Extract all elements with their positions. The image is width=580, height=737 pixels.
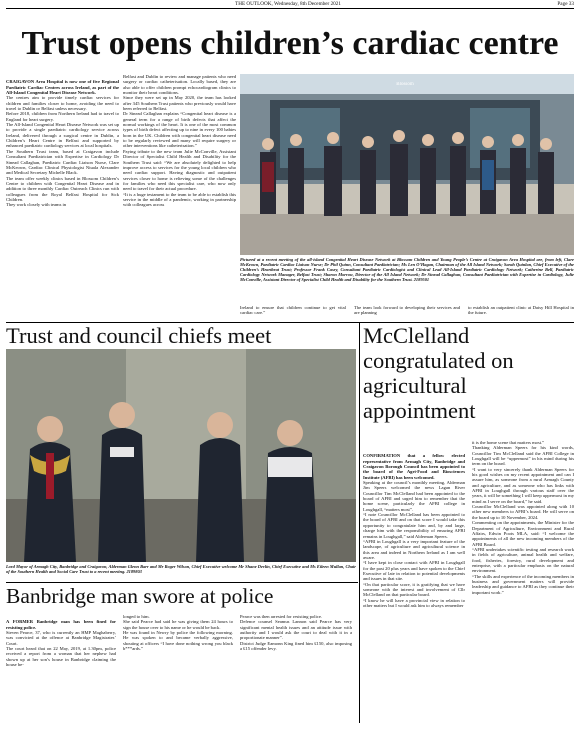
story1-lead: CRAIGAVON Area Hospital is now one of five Regional Paediatric Cardiac Centres across Ireland, as part of the All-Island Congenital Heart Disease Network. bbox=[6, 79, 119, 96]
divider-story4 bbox=[6, 582, 358, 583]
story1-col2: Belfast and Dublin to review and manage patients who need surgery or cardiac catheterisation. Locally based, they are also able to offer children prompt echocardiogram clinics to monitor their heart conditions. Since they were set up in May 2020, the team has looked after 345 Southern Trust patients who previously would have been referred to Belfast. Dr Sinead Callaghan explains “Congenital heart disease is a general term for a range of birth defects that affect the normal workings of the heart. It is one of the most common types of birth defect affecting up to nine in every 100 babies born in the UK. Children with congenital heart disease need to be regularly reviewed and many will require surgery or other interventions like catheterisation.” Paying tribute to the new team Julie McConville, Assistant Director of Specialist Child Health and Disability for the Southern Trust said: “We are absolutely delighted to help improve access to services for the young local children who need cardiac support. Having diagnostic and outpatient services closer to home is relieving some of the challenges for families who need this specialist care, who now only need to travel for their actual procedure. “It is a huge testament to the team to be able to establish this service in the middle of a pandemic, working in partnership with colleagues across bbox=[123, 74, 236, 208]
story3-lead: CONFIRMATION that a fellow elected representative from Armagh City, Banbridge and Craigavon Borough Council has been appointed to the board of the Agri-Food and Biosciences Institute (AFBI) has been welcomed. bbox=[363, 453, 465, 480]
story2-photo bbox=[6, 349, 356, 562]
story3-headline: McClelland congratulated on agricultural appointment bbox=[363, 323, 514, 423]
column-divider bbox=[359, 323, 360, 723]
story1-tail-1: Ireland to ensure that children continue to get vital cardiac care.” bbox=[240, 305, 346, 316]
header-rule bbox=[6, 8, 574, 9]
story1-col1-body: The centres aim to provide timely cardiac services for children and families closer to home, avoiding the need to travel to Dublin or Belfast unless necessary. Before 2018, children from Northern Ireland had to travel to England for heart surgery. The All-Island Congenital Heart Disease Network was set up to provide a single paediatric cardiology service across Ireland, delivered through a surgical centre in Dublin, a Children’s Heart Centre in Belfast and supported by enhanced paediatric cardiology services at local hospitals. The Southern Trust team, based at Craigavon include Consultant Paediatrician with Expertise in Cardiology Dr Sinead Callaghan, Paediatric Cardiac Liaison Nurse, Clare McKeown, Cardiac Clinical Physiologist Niuala Alexander and Medical Secretary Michelle Black. The team offer weekly clinics based in Blossom Children’s Centre to children with Congenital Heart Disease and in addition to three monthly Cardiac Outreach Clinics run with colleagues from the Royal Belfast Hospital for Sick Children. They work closely with teams in bbox=[6, 95, 119, 208]
story4-col1 bbox=[6, 614, 116, 732]
story1-tail-2: The team look forward to developing their services and are planning bbox=[354, 305, 460, 316]
story4-col2: longed to him. She said Pearce had said he was giving them 24 hours to sign the house over to his name or he would be back. He was found in Newry by police the following morning. He was spoken to and became verbally aggressive, shouting at officers “I have done nothing wrong you black b***ards.” bbox=[123, 614, 233, 652]
blossom-sign: Blossom bbox=[396, 82, 414, 87]
story3-col2: it is the home scene that matters most.” Thanking Alderman Speers for his kind words, Councillor Tim McClelland said the AFBI College in Loughgall will be “uppermost” in his mind during his term on the board. “I want to very sincerely thank Alderman Speers for his good wishes on my recent appointment and can I assure him, as someone from a rural Armagh County and agriculture, and as someone who has links with AFBI in Loughgall through various staff over the years, it will be something I will keep uppermost in my mind as I serve on the board,” he said. Councillor McClelland was appointed along with 10 other new members to AFBI’s board. He will serve on the board up to 10 November, 2024. Commenting on the appointments, the Minister for the Department of Agriculture, Environment and Rural Affairs, Edwin Poots MLA, said: “I welcome the appointments of all the new incoming members of the AFBI Board. “AFBI undertakes scientific testing and research work in fields of agriculture, animal health and welfare, food, fisheries, forestry, rural development and enterprise, with a particular emphasis on the natural environment. “The skills and experience of the incoming members in business and government matters will provide leadership and guidance to AFBI as they continue their important work.” bbox=[472, 440, 574, 595]
story3-col1 bbox=[363, 448, 465, 731]
story1-tail-3: to establish an outpatient clinic at Daisy Hill Hospital in the future. bbox=[468, 305, 574, 316]
story4-col3: Pearce was then arrested for resisting police. Defence counsel Seamus Lannon said Pearce has very significant mental health issues and an attitude issue with authority and I would ask the court to deal with it in a proportionate manner”. District Judge Eamonn King fined him £150, also imposing a £15 offender levy. bbox=[240, 614, 352, 652]
story1-headline: Trust opens children’s cardiac centre bbox=[21, 26, 559, 62]
story3-col1-body: Speaking at the council’s monthly meeting, Alderman Jim Speers welcomed the news Lagan River Councillor Tim McClelland had been appointed to the board of AFBI and urged him to remember that the home scene, particularly the AFBI college in Loughgall, “matters most”. “I note Councillor McClelland has been appointed to the board of AFBI and on that score I would take this opportunity to congratulate him and, by and large, charge him with the responsibility of ensuring AFBI remains in Loughgall,” said Alderman Speers. “AFBI in Loughgall is a very important feature of the landscape, of agriculture and agricultural science in this area and indeed in Northern Ireland as I am well aware. “I have kept in close contact with AFBI in Loughgall for the past 20 plus years and have spoken to the Chief Executive of late in relation to potential developments and issues in that site. “On that particular score, it is gratifying that we have someone with the interest and involvement of Cllr McClelland on that particular board. “I know he will have a provincial view in relation to other matters but I would ask him to always remember bbox=[363, 480, 465, 608]
story2-caption: Lord Mayor of Armagh City, Banbridge and Craigavon, Alderman Glenn Barr and Mr Roger Wilson, Chief Executive welcome Mr Shane Devlin, Chief Executive and Ms Eileen Mullan, Chair of the Southern Health and Social Care Trust to a recent meeting. 2189803 bbox=[6, 564, 356, 575]
story2-headline: Trust and council chiefs meet bbox=[6, 323, 272, 348]
story4-headline: Banbridge man swore at police bbox=[6, 584, 274, 608]
story1-photo bbox=[240, 74, 574, 255]
story4-col1-body: Steven Pearce, 37, who is currently an HMP Maghaberry, was convicted at the offence at Banbridge Magistrates’ Court. The court heard that on 22 May, 2019, at 1.30pm, police received a report from a woman that her nephew had shown up at her son’s house in Banbridge claiming the house be- bbox=[6, 630, 116, 668]
page-number: Page 33 bbox=[557, 1, 574, 7]
page-header-center: THE OUTLOOK, Wednesday, 8th December 2021 bbox=[235, 1, 341, 7]
story1-col1 bbox=[6, 74, 119, 336]
story1-caption: Pictured at a recent meeting of the all-island Congenital Heart Disease Network at Blossom Children and Young People’s Centre at Craigavon Area Hospital are, from left, Clare McKeown, Paediatric Cardiac Liaison Nurse; Dr Phil Quinn, Consultant Paediatrician; Ms Len O’Hagan, Chairman of the All Island Network; Sarah Quinlan, Chief Executive of the Children’s Heartbeat Trust; Professor Frank Casey, Consultant Paediatric Cardiologist and Clinical Lead All-Island Paediatric Cardiology Network; Catherine Bell, Paediatric Cardiology Network Manager, Belfast Trust; Sharon Morrow, Director of the All Island Network; Dr Sinead Callaghan, Consultant Paediatrician with Expertise in Cardiology, Julie McConville, Assistant Director of Specialist Child Health and Disability for the Southern Trust. 2189501 bbox=[240, 257, 574, 283]
story4-lead: A FORMER Banbridge man has been fined for resisting police. bbox=[6, 619, 116, 630]
